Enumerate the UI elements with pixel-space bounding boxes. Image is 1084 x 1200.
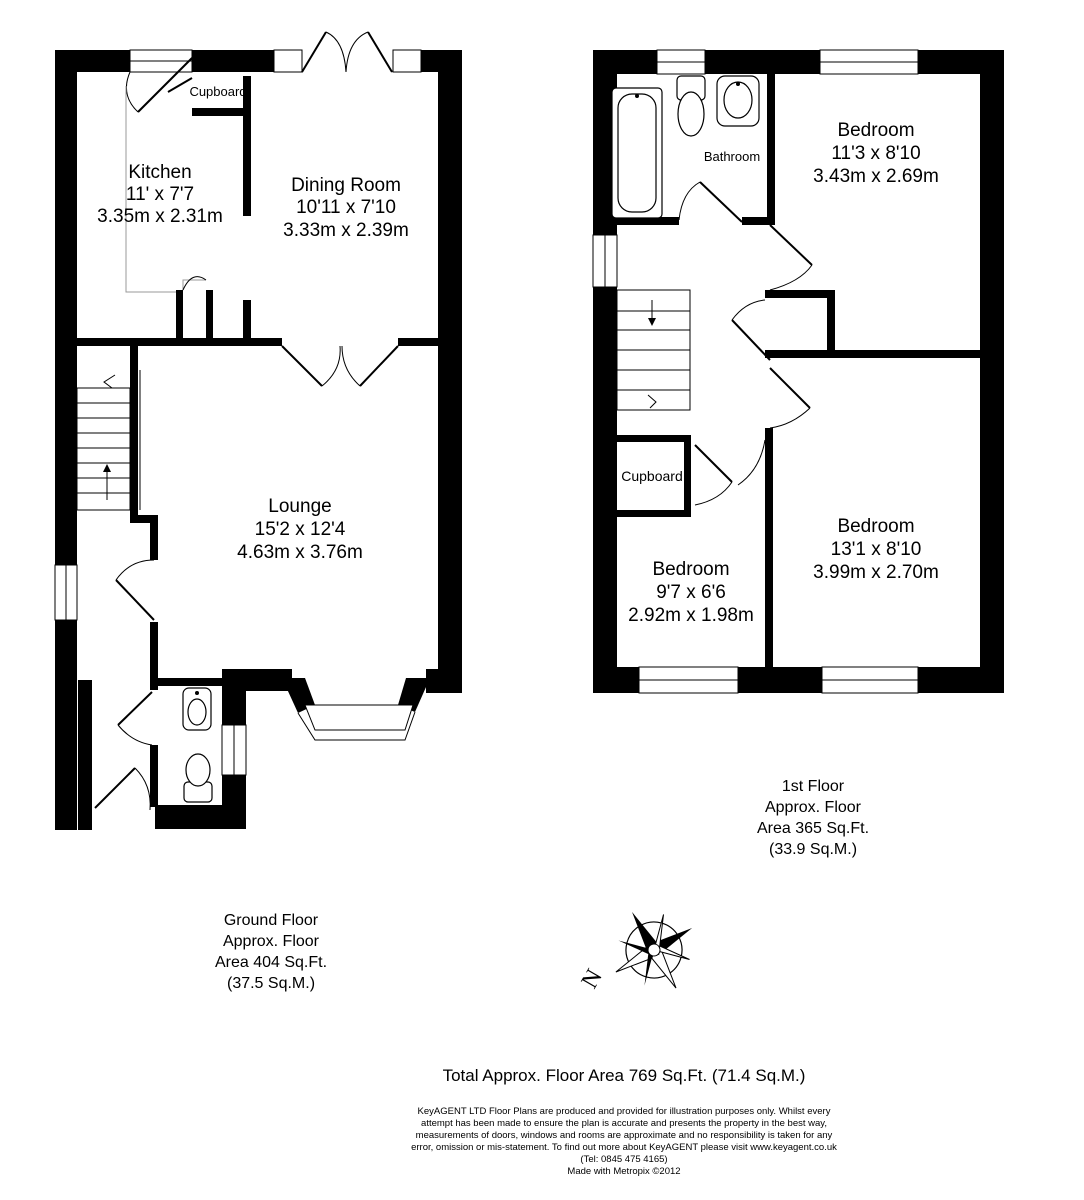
window <box>393 50 421 72</box>
ground-floor-plan <box>55 32 462 830</box>
window <box>274 50 302 72</box>
wall <box>742 217 775 225</box>
lounge-imperial: 15'2 x 12'4 <box>254 519 346 540</box>
wall <box>684 435 691 515</box>
wall <box>192 50 274 72</box>
wall <box>55 50 77 830</box>
first-floor-plan <box>593 50 1004 693</box>
door <box>302 32 326 72</box>
compass-north-label: N <box>576 964 608 993</box>
wall <box>150 678 230 686</box>
lounge-metric: 4.63m x 3.76m <box>237 542 363 563</box>
bathroom-label: Bathroom <box>703 149 761 164</box>
svg-text:1st Floor: 1st Floor <box>781 778 845 795</box>
wall <box>150 745 158 807</box>
kitchen-metric: 3.35m x 2.31m <box>97 206 223 227</box>
wall <box>150 515 158 560</box>
door <box>732 320 770 360</box>
door <box>116 580 154 620</box>
wall <box>765 350 980 358</box>
dining-room-name: Dining Room <box>291 175 401 196</box>
svg-text:(33.9 Sq.M.): (33.9 Sq.M.) <box>768 841 858 858</box>
total-floor-area: Total Approx. Floor Area 769 Sq.Ft. (71.4 Sq.M.) <box>442 1066 806 1085</box>
door <box>368 32 392 72</box>
svg-text:Area 365 Sq.Ft.: Area 365 Sq.Ft. <box>756 820 870 837</box>
disclaimer <box>411 1106 837 1177</box>
lounge-name: Lounge <box>268 496 332 517</box>
basin <box>717 76 759 126</box>
svg-text:KeyAGENT LTD Floor Plans are p: KeyAGENT LTD Floor Plans are produced and provided for illustration purposes only. Whilst every <box>417 1106 831 1117</box>
svg-text:error, omission or mis-stateme: error, omission or mis-statement. To find out more about KeyAGENT please visit www.keyagent.co.uk <box>411 1142 837 1153</box>
dining-room-imperial: 10'11 x 7'10 <box>296 197 396 218</box>
door <box>700 182 742 222</box>
toilet <box>184 754 212 802</box>
cupboard-label: Cupboard <box>189 84 247 99</box>
bedroom-2-metric: 3.99m x 2.70m <box>813 562 939 583</box>
door <box>95 768 135 808</box>
bedroom-3-metric: 2.92m x 1.98m <box>628 605 754 626</box>
staircase <box>617 290 690 410</box>
svg-text:Approx. Floor: Approx. Floor <box>222 933 320 950</box>
bedroom-1-name: Bedroom <box>837 120 915 141</box>
kitchen-imperial: 11' x 7'7 <box>125 184 195 205</box>
door <box>118 692 152 725</box>
wall <box>426 669 462 693</box>
bedroom-2-imperial: 13'1 x 8'10 <box>830 539 922 560</box>
dining-room-metric: 3.33m x 2.39m <box>283 220 409 241</box>
svg-text:Approx. Floor: Approx. Floor <box>764 799 862 816</box>
wall <box>615 510 691 517</box>
bedroom-1-imperial: 11'3 x 8'10 <box>831 143 921 164</box>
wall <box>192 108 247 116</box>
wall <box>593 667 639 693</box>
door <box>770 368 810 408</box>
svg-text:measurements of doors, windows: measurements of doors, windows and rooms are approximate and no responsibility is taken for any <box>415 1130 833 1141</box>
door <box>282 346 322 386</box>
wall <box>206 290 213 345</box>
toilet <box>677 76 705 136</box>
svg-text:Made with Metropix ©2012: Made with Metropix ©2012 <box>567 1166 681 1177</box>
wall <box>55 50 130 72</box>
wall <box>615 435 691 442</box>
wall <box>78 680 92 830</box>
cupboard-label: Cupboard <box>621 468 683 484</box>
wall <box>176 290 183 345</box>
bedroom-3-imperial: 9'7 x 6'6 <box>656 582 726 603</box>
bathtub <box>612 88 662 218</box>
wall <box>438 50 462 693</box>
bedroom-2-name: Bedroom <box>837 516 915 537</box>
svg-text:Ground Floor: Ground Floor <box>223 912 319 929</box>
bedroom-1-metric: 3.43m x 2.69m <box>813 166 939 187</box>
compass-icon <box>594 890 714 1010</box>
first-floor-area <box>757 778 869 858</box>
door <box>770 225 812 265</box>
svg-text:(Tel: 0845 475 4165): (Tel: 0845 475 4165) <box>580 1154 668 1165</box>
svg-text:(37.5 Sq.M.): (37.5 Sq.M.) <box>226 975 316 992</box>
door <box>695 445 732 482</box>
wall <box>980 50 1004 693</box>
svg-text:attempt has been made to ensur: attempt has been made to ensure the plan is accurate and presents the property in the best way, <box>421 1118 827 1129</box>
bay-window <box>305 705 413 730</box>
wall <box>243 300 251 346</box>
wall <box>155 805 246 829</box>
wall <box>398 338 440 346</box>
wall <box>738 667 822 693</box>
bedroom-3-name: Bedroom <box>652 559 730 580</box>
wall <box>765 428 773 670</box>
wall <box>827 290 835 358</box>
kitchen-name: Kitchen <box>128 162 192 183</box>
wall <box>765 290 835 298</box>
svg-text:Area 404 Sq.Ft.: Area 404 Sq.Ft. <box>214 954 328 971</box>
wall <box>130 346 138 521</box>
wall <box>705 50 820 74</box>
wall <box>767 72 775 222</box>
door <box>360 346 398 386</box>
ground-floor-area <box>215 912 327 992</box>
door <box>168 78 192 92</box>
wall <box>918 667 1004 693</box>
basin <box>183 688 211 730</box>
